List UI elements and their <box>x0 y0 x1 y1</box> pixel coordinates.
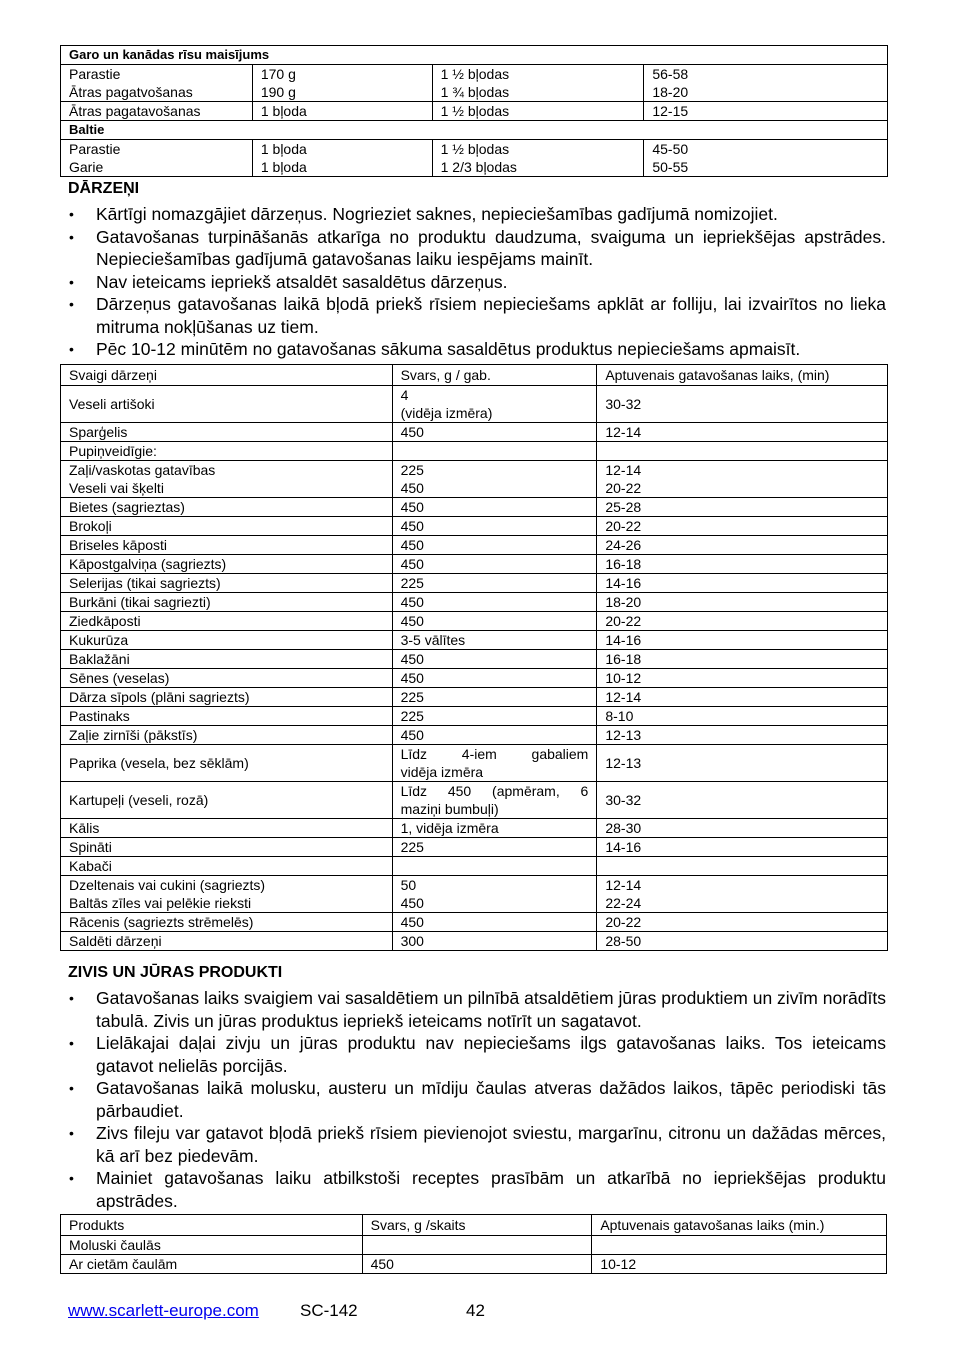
rice-table-cell: 1 bļoda 1 bļoda <box>252 140 432 177</box>
vegetables-table-cell: Bietes (sagrieztas) <box>61 498 393 517</box>
bullet-dot-icon: • <box>69 1080 74 1096</box>
vegetables-table-cell <box>392 442 597 461</box>
vegetables-table-cell: 8-10 <box>597 707 888 726</box>
vegetables-table-cell: 30-32 <box>597 386 888 423</box>
vegetables-table-row <box>61 932 888 951</box>
vegetables-table-row <box>61 745 888 782</box>
rice-table-group-header <box>61 121 888 140</box>
bullet-dot-icon: • <box>69 1125 74 1141</box>
vegetables-table-cell: Ziedkāposti <box>61 612 393 631</box>
vegetables-table-cell: 450 <box>392 669 597 688</box>
vegetables-table-cell: 10-12 <box>597 669 888 688</box>
vegetables-table-cell: 225 <box>392 838 597 857</box>
vegetables-table-cell: Kāpostgalviņa (sagriezts) <box>61 555 393 574</box>
vegetables-table-row <box>61 669 888 688</box>
rice-table <box>60 45 888 177</box>
vegetables-table-cell: 450 <box>392 726 597 745</box>
vegetables-table-cell: 12-14 22-24 <box>597 876 888 913</box>
vegetables-table-cell: 12-13 <box>597 745 888 782</box>
vegetables-bullet-item <box>66 203 886 226</box>
rice-table-cell: 1 bļoda <box>252 102 432 121</box>
vegetables-column-header: Aptuvenais gatavošanas laiks, (min) <box>597 365 888 386</box>
vegetables-table-cell: 450 <box>392 650 597 669</box>
vegetables-table-cell: Pastinaks <box>61 707 393 726</box>
vegetables-table-cell: 30-32 <box>597 782 888 819</box>
rice-table-cell: Garo un kanādas rīsu maisījums <box>61 46 888 65</box>
vegetables-table-row <box>61 536 888 555</box>
vegetables-table-row <box>61 423 888 442</box>
bullet-text: Nav ieteicams iepriekš atsaldēt sasaldētus dārzeņus. <box>96 271 508 292</box>
seafood-table-cell <box>362 1236 592 1255</box>
rice-table-cell: Parastie Ātras pagatvošanas <box>61 65 253 102</box>
rice-table-cell: 1 ½ bļodas <box>432 102 644 121</box>
vegetables-table-cell: 225 450 <box>392 461 597 498</box>
vegetables-table-cell: 25-28 <box>597 498 888 517</box>
rice-table-row <box>61 65 888 102</box>
website-link[interactable]: www.scarlett-europe.com <box>68 1301 259 1320</box>
vegetables-table <box>60 364 888 951</box>
vegetables-table-cell: Kukurūza <box>61 631 393 650</box>
seafood-bullet-item <box>66 1122 886 1167</box>
vegetables-table-row <box>61 574 888 593</box>
section-heading-seafood: ZIVIS UN JŪRAS PRODUKTI <box>68 964 283 981</box>
vegetables-table-row <box>61 688 888 707</box>
vegetables-table-cell: 225 <box>392 574 597 593</box>
bullet-dot-icon: • <box>69 341 74 357</box>
vegetables-table-cell: 18-20 <box>597 593 888 612</box>
rice-table-row <box>61 102 888 121</box>
vegetables-table-cell: 225 <box>392 707 597 726</box>
bullet-text: Gatavošanas turpināšanās atkarīga no produktu daudzuma, svaiguma un iepriekšējas apstrādes. Nepieciešamības gadījumā gatavošanas laiku iespējams mainīt. <box>96 226 886 269</box>
vegetables-table-cell: 14-16 <box>597 631 888 650</box>
vegetables-table-cell: Sēnes (veselas) <box>61 669 393 688</box>
vegetables-table-cell: 14-16 <box>597 838 888 857</box>
rice-table-row <box>61 140 888 177</box>
seafood-table-cell <box>592 1236 887 1255</box>
vegetables-table-cell: 12-13 <box>597 726 888 745</box>
vegetables-table-row <box>61 707 888 726</box>
vegetables-table-row <box>61 498 888 517</box>
vegetables-table-cell <box>392 857 597 876</box>
vegetables-bullet-item <box>66 338 886 361</box>
vegetables-table-cell: 450 <box>392 913 597 932</box>
vegetables-table-cell: Saldēti dārzeņi <box>61 932 393 951</box>
vegetables-table-cell <box>597 442 888 461</box>
seafood-bullet-item <box>66 1032 886 1077</box>
vegetables-table-cell: Rācenis (sagriezts strēmelēs) <box>61 913 393 932</box>
vegetables-table-cell: 450 <box>392 593 597 612</box>
vegetables-table-row <box>61 461 888 498</box>
vegetables-table-cell: 450 <box>392 498 597 517</box>
rice-table-cell: Parastie Garie <box>61 140 253 177</box>
vegetables-bullet-item <box>66 271 886 294</box>
vegetables-table-cell: 16-18 <box>597 650 888 669</box>
bullet-text: Gatavošanas laikā molusku, austeru un mīdiju čaulas atveras dažādos laikos, tāpēc periodiski tās pārbaudiet. <box>96 1078 886 1121</box>
vegetables-table-cell: Pupiņveidīgie: <box>61 442 393 461</box>
vegetables-table-cell: 450 <box>392 612 597 631</box>
vegetables-column-header: Svaigi dārzeņi <box>61 365 393 386</box>
vegetables-table-cell: 20-22 <box>597 612 888 631</box>
vegetables-table-cell: Brokoļi <box>61 517 393 536</box>
vegetables-table-row <box>61 631 888 650</box>
seafood-table <box>60 1214 887 1274</box>
seafood-column-header: Produkts <box>61 1215 363 1236</box>
vegetables-bullet-list <box>66 203 886 361</box>
seafood-table-cell: Ar cietām čaulām <box>61 1255 363 1274</box>
vegetables-table-cell: Zaļie zirnīši (pākstīs) <box>61 726 393 745</box>
vegetables-table-cell: 450 <box>392 517 597 536</box>
seafood-table-row <box>61 1236 887 1255</box>
vegetables-table-row <box>61 876 888 913</box>
vegetables-table-cell: 20-22 <box>597 517 888 536</box>
bullet-dot-icon: • <box>69 296 74 312</box>
vegetables-table-cell: 12-14 <box>597 688 888 707</box>
seafood-column-header: Aptuvenais gatavošanas laiks (min.) <box>592 1215 887 1236</box>
vegetables-table-cell: Kabači <box>61 857 393 876</box>
bullet-text: Pēc 10-12 minūtēm no gatavošanas sākuma sasaldētus produktus nepieciešams apmaisīt. <box>96 339 801 359</box>
vegetables-table-row <box>61 857 888 876</box>
vegetables-table-cell: Dārza sīpols (plāni sagriezts) <box>61 688 393 707</box>
rice-table-cell: 12-15 <box>644 102 888 121</box>
bullet-text: Zivs fileju var gatavot bļodā priekš rīsiem pievienojot sviestu, margarīnu, citronu un dažādas mērces, kā arī bez piedevām. <box>96 1123 886 1166</box>
vegetables-table-cell: 3-5 vālītes <box>392 631 597 650</box>
section-heading-vegetables: DĀRZEŅI <box>68 180 140 197</box>
vegetables-table-row <box>61 726 888 745</box>
bullet-dot-icon: • <box>69 1035 74 1051</box>
seafood-bullet-list <box>66 987 886 1212</box>
vegetables-table-cell: 28-50 <box>597 932 888 951</box>
vegetables-table-cell: 24-26 <box>597 536 888 555</box>
bullet-text: Dārzeņus gatavošanas laikā bļodā priekš rīsiem nepieciešams apklāt ar folliju, lai izvairītos no lieka mitruma nokļūšanas uz tiem. <box>96 294 886 337</box>
vegetables-table-cell: 450 <box>392 423 597 442</box>
rice-table-cell: 45-50 50-55 <box>644 140 888 177</box>
vegetables-table-cell <box>597 857 888 876</box>
page-number: 42 <box>466 1301 485 1320</box>
vegetables-table-cell: Līdz 450 (apmēram, 6 maziņi bumbuļi) <box>392 782 597 819</box>
vegetables-table-cell: 450 <box>392 536 597 555</box>
footer-model: SC-142 <box>300 1301 358 1320</box>
vegetables-table-row <box>61 819 888 838</box>
vegetables-table-row <box>61 555 888 574</box>
vegetables-table-row <box>61 913 888 932</box>
rice-table-cell: Baltie <box>61 121 888 140</box>
vegetables-table-cell: 12-14 <box>597 423 888 442</box>
vegetables-table-cell: Dzeltenais vai cukini (sagriezts) Baltās zīles vai pelēkie rieksti <box>61 876 393 913</box>
vegetables-table-cell: Zaļi/vaskotas gatavības Veseli vai šķelti <box>61 461 393 498</box>
vegetables-table-row <box>61 612 888 631</box>
vegetables-bullet-item <box>66 293 886 338</box>
vegetables-table-cell: Līdz 4-iem gabaliem vidēja izmēra <box>392 745 597 782</box>
vegetables-table-cell: 4 (vidēja izmēra) <box>392 386 597 423</box>
vegetables-table-cell: 1, vidēja izmēra <box>392 819 597 838</box>
vegetables-table-cell: 28-30 <box>597 819 888 838</box>
vegetables-table-row <box>61 386 888 423</box>
rice-table-cell: 1 ½ bļodas 1 2/3 bļodas <box>432 140 644 177</box>
vegetables-table-cell: 50 450 <box>392 876 597 913</box>
vegetables-table-cell: Spināti <box>61 838 393 857</box>
rice-table-cell: 56-58 18-20 <box>644 65 888 102</box>
bullet-text: Lielākajai daļai zivju un jūras produktu nav nepieciešams ilgs gatavošanas laiks. Tos ieteicams gatavot nelielās porcijās. <box>96 1033 886 1076</box>
bullet-text: Gatavošanas laiks svaigiem vai sasaldētiem un pilnībā atsaldētiem jūras produktiem un zivīm norādīts tabulā. Zivis un jūras produktus iepriekš ieteicams notīrīt un sagatavot. <box>96 988 886 1031</box>
vegetables-table-cell: Baklažāni <box>61 650 393 669</box>
bullet-dot-icon: • <box>69 990 74 1006</box>
vegetables-table-cell: Veseli artišoki <box>61 386 393 423</box>
seafood-bullet-item <box>66 1167 886 1212</box>
rice-table-cell: 1 ½ bļodas 1 ¾ bļodas <box>432 65 644 102</box>
rice-table-cell: 170 g 190 g <box>252 65 432 102</box>
rice-table-group-header <box>61 46 888 65</box>
vegetables-table-cell: Kālis <box>61 819 393 838</box>
vegetables-table-cell: 300 <box>392 932 597 951</box>
vegetables-table-row <box>61 593 888 612</box>
bullet-dot-icon: • <box>69 206 74 222</box>
vegetables-table-row <box>61 442 888 461</box>
bullet-text: Mainiet gatavošanas laiku atbilkstoši receptes prasībām un atkarībā no iepriekšējas produktu apstrādes. <box>96 1168 886 1211</box>
seafood-bullet-item <box>66 1077 886 1122</box>
vegetables-table-cell: 12-14 20-22 <box>597 461 888 498</box>
vegetables-table-header-row <box>61 365 888 386</box>
vegetables-table-cell: 20-22 <box>597 913 888 932</box>
seafood-table-header-row <box>61 1215 887 1236</box>
seafood-bullet-item <box>66 987 886 1032</box>
vegetables-table-row <box>61 838 888 857</box>
footer-website[interactable] <box>68 1300 259 1322</box>
vegetables-table-cell: Paprika (vesela, bez sēklām) <box>61 745 393 782</box>
vegetables-table-cell: Burkāni (tikai sagriezti) <box>61 593 393 612</box>
vegetables-table-cell: Briseles kāposti <box>61 536 393 555</box>
seafood-table-cell: Moluski čaulās <box>61 1236 363 1255</box>
vegetables-table-row <box>61 650 888 669</box>
seafood-table-cell: 10-12 <box>592 1255 887 1274</box>
vegetables-column-header: Svars, g / gab. <box>392 365 597 386</box>
vegetables-table-row <box>61 782 888 819</box>
vegetables-table-cell: 16-18 <box>597 555 888 574</box>
seafood-column-header: Svars, g /skaits <box>362 1215 592 1236</box>
bullet-dot-icon: • <box>69 273 74 290</box>
vegetables-table-cell: Sparģelis <box>61 423 393 442</box>
seafood-table-row <box>61 1255 887 1274</box>
bullet-dot-icon: • <box>69 1170 74 1186</box>
vegetables-table-cell: Selerijas (tikai sagriezts) <box>61 574 393 593</box>
vegetables-table-cell: 14-16 <box>597 574 888 593</box>
vegetables-bullet-item <box>66 226 886 271</box>
vegetables-table-cell: Kartupeļi (veseli, rozā) <box>61 782 393 819</box>
vegetables-table-cell: 225 <box>392 688 597 707</box>
vegetables-table-row <box>61 517 888 536</box>
seafood-table-cell: 450 <box>362 1255 592 1274</box>
bullet-dot-icon: • <box>69 228 74 245</box>
bullet-text: Kārtīgi nomazgājiet dārzeņus. Nogrieziet saknes, nepieciešamības gadījumā nomizojiet. <box>96 204 778 224</box>
rice-table-cell: Ātras pagatavošanas <box>61 102 253 121</box>
vegetables-table-cell: 450 <box>392 555 597 574</box>
